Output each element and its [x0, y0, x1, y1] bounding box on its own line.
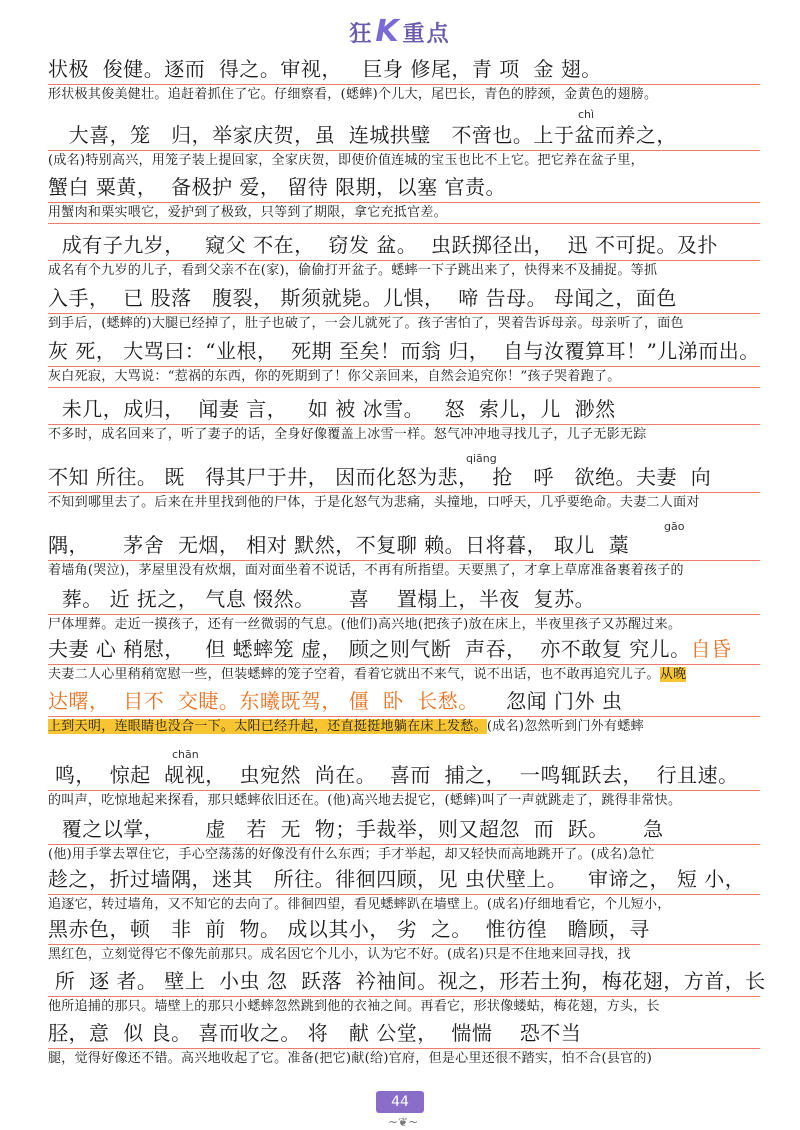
stanza-16	[48, 914, 760, 965]
stanza-5	[48, 283, 760, 334]
original-line: 趁之，折过墙隅，迷其 所往。徘徊四顾，见 虫伏壁上。 审谛之， 短 小，	[48, 867, 746, 891]
translation-line: 灰白死寂，大骂说：“惹祸的东西，你的死期到了！你父亲回来，自然会追究你！”孩子哭着跑了。	[48, 366, 760, 388]
original-line: 蟹白 粟黄， 备极护 爱， 留待 限期，以塞 官责。	[48, 175, 507, 199]
stanza-3	[48, 172, 760, 224]
translation-line: 到手后，(蟋蟀的)大腿已经掉了，肚子也破了，一会儿就死了。孩子害怕了，哭着告诉母亲。母亲听了，面色	[48, 313, 760, 334]
pinyin-qiang: qiāng	[466, 452, 497, 465]
original-line: 未几，成归， 闻妻 言， 如 被 冰雪。 怒 索儿，儿 渺然	[48, 397, 616, 421]
translation-line: 的叫声，吃惊地起来探看，那只蟋蟀依旧还在。(他)高兴地去捉它，(蟋蟀)叫了一声就跳走了，跳得非常快。	[48, 790, 760, 811]
stanza-7	[48, 394, 760, 445]
translation-line: 追逐它，转过墙角，又不知它的去向了。徘徊四望，看见蟋蟀趴在墙壁上。(成名)仔细地看它，个儿短小，	[48, 894, 760, 915]
original-text: 忽闻 门外 虫	[478, 689, 623, 713]
stanza-4	[48, 230, 760, 281]
translation-line: 用蟹肉和栗实喂它，爱护到了极致，只等到了期限，拿它充抵官差。	[48, 202, 760, 224]
original-line: 成有子九岁， 窥父 不在， 窃发 盆。 虫跃掷径出， 迅 不可捉。及扑	[48, 233, 719, 257]
translation-line: (他)用手掌去罩住它，手心空荡荡的好像没有什么东西；手才举起，却又轻快而高地跳开了。(成名)急忙	[48, 844, 760, 865]
original-line: 鸣， 惊起 觇视， 虫宛然 尚在。 喜而 捕之， 一鸣辄跃去， 行且速。	[48, 763, 739, 787]
translation-text: (成名)忽然听到门外有蟋蟀	[486, 719, 644, 734]
footer-ornament: ~❦~	[388, 1115, 419, 1129]
original-line: 黑赤色，顿 非 前 物。 成以其小， 劣 之。 惟彷徨 瞻顾，寻	[48, 917, 650, 941]
stanza-9	[48, 530, 760, 581]
translation-text: 夫妻二人心里稍稍宽慰一些，但装蟋蟀的笼子空着，看着它就出不来气，说不出话，也不敢再追究儿子。	[48, 667, 660, 682]
highlight-orange-text: 自昏	[690, 637, 732, 661]
page-header	[0, 14, 800, 49]
original-line: 葬。 近 抚之， 气息 惙然。 喜 置榻上，半夜 复苏。	[48, 587, 596, 611]
original-line: 所 逐 者。 壁上 小虫 忽 跃落 衿袖间。视之，形若土狗，梅花翅，方首，长	[48, 969, 766, 993]
translation-line: 形状极其俊美健壮。追赶着抓住了它。仔细察看，(蟋蟀)个儿大，尾巴长，青色的脖颈，金黄色的翅膀。	[48, 84, 760, 105]
translation-line	[48, 664, 760, 685]
translation-line: 着墙角(哭泣)，茅屋里没有炊烟，面对面坐着不说话，不再有所指望。天要黑了，才拿上草席准备裹着孩子的	[48, 560, 760, 581]
header-left: 狂	[349, 22, 374, 47]
translation-line: 腿，觉得好像还不错。高兴地收起了它。准备(把它)献(给)官府，但是心里还很不踏实，怕不合(县官的)	[48, 1048, 760, 1069]
original-line: 不知 所往。 既 得其尸于井， 因而化怒为悲， 抢 呼 欲绝。夫妻 向	[48, 465, 712, 489]
translation-line: 黑红色，立刻觉得它不像先前那只。成名因它个儿小，认为它不好。(成名)只是不住地来回寻找，找	[48, 944, 760, 965]
stanza-15	[48, 864, 760, 915]
highlight-yellow-text: 从晚	[659, 667, 687, 682]
page-number: 44	[376, 1091, 424, 1113]
stanza-18	[48, 1018, 760, 1069]
stanza-11	[48, 634, 760, 685]
stanza-2	[48, 120, 760, 171]
translation-line: 尸体埋葬。走近一摸孩子，还有一丝微弱的气息。(他们)高兴地(把孩子)放在床上，半夜里孩子又苏醒过来。	[48, 614, 760, 635]
stanza-6	[48, 336, 760, 388]
original-line	[48, 686, 760, 716]
stanza-10	[48, 584, 760, 635]
original-line: 胫，意 似 良。 喜而收之。 将 献 公堂， 惴惴 恐不当	[48, 1021, 582, 1045]
translation-line: 不知到哪里去了。后来在井里找到他的尸体，于是化怒气为悲痛，头撞地，口呼天，几乎要绝命。夫妻二人面对	[48, 492, 760, 513]
translation-line: 不多时，成名回来了，听了妻子的话，全身好像覆盖上冰雪一样。怒气冲冲地寻找儿子，儿子无影无踪	[48, 424, 760, 445]
pinyin-chan: chān	[172, 748, 199, 761]
original-line: 灰 死， 大骂曰：“业根， 死期 至矣！而翁 归， 自与汝覆算耳！”儿涕而出。	[48, 339, 760, 363]
translation-line: (成名)特别高兴，用笼子装上提回家，全家庆贺，即使价值连城的宝玉也比不上它。把它养在盆子里，	[48, 150, 760, 171]
original-line	[48, 634, 760, 664]
header-right: 重点	[402, 22, 451, 47]
original-line: 状极 俊健。逐而 得之。审视， 巨身 修尾，青 项 金 翅。	[48, 57, 602, 81]
stanza-8	[48, 462, 760, 513]
highlight-yellow-text: 上到天明，连眼睛也没合一下。太阳已经升起，还直挺挺地躺在床上发愁。	[48, 719, 487, 734]
header-k-logo: K	[375, 14, 401, 49]
original-line: 入手， 已 股落 腹裂， 斯须就毙。儿惧， 啼 告母。 母闻之，面色	[48, 286, 677, 310]
highlight-orange-text: 达曙， 目不 交睫。东曦既驾， 僵 卧 长愁。	[48, 689, 479, 713]
stanza-1	[48, 54, 760, 105]
translation-line	[48, 716, 760, 737]
stanza-17	[48, 966, 766, 1017]
pinyin-gao: gāo	[664, 520, 685, 533]
stanza-13	[48, 760, 760, 811]
pinyin-chi: chì	[578, 108, 595, 121]
stanza-12	[48, 686, 760, 737]
translation-line: 他所追捕的那只。墙壁上的那只小蟋蟀忽然跳到他的衣袖之间。再看它，形状像蝼蛄，梅花翅，方头，长	[48, 996, 760, 1017]
original-line: 覆之以掌， 虚 若 无 物；手裁举，则又超忽 而 跃。 急	[48, 817, 664, 841]
translation-line: 成名有个九岁的儿子，看到父亲不在(家)，偷偷打开盆子。蟋蟀一下子跳出来了，快得来不及捕捉。等抓	[48, 260, 760, 281]
original-line: 大喜，笼 归，举家庆贺，虽 连城拱璧 不啻也。上于盆而养之，	[48, 123, 677, 147]
stanza-14	[48, 814, 760, 865]
original-text: 夫妻 心 稍慰， 但 蟋蟀笼 虚， 顾之则气断 声吞， 亦不敢复 究儿。	[48, 637, 691, 661]
original-line: 隅， 茅舍 无烟， 相对 默然，不复聊 赖。日将暮， 取儿 藁	[48, 533, 630, 557]
